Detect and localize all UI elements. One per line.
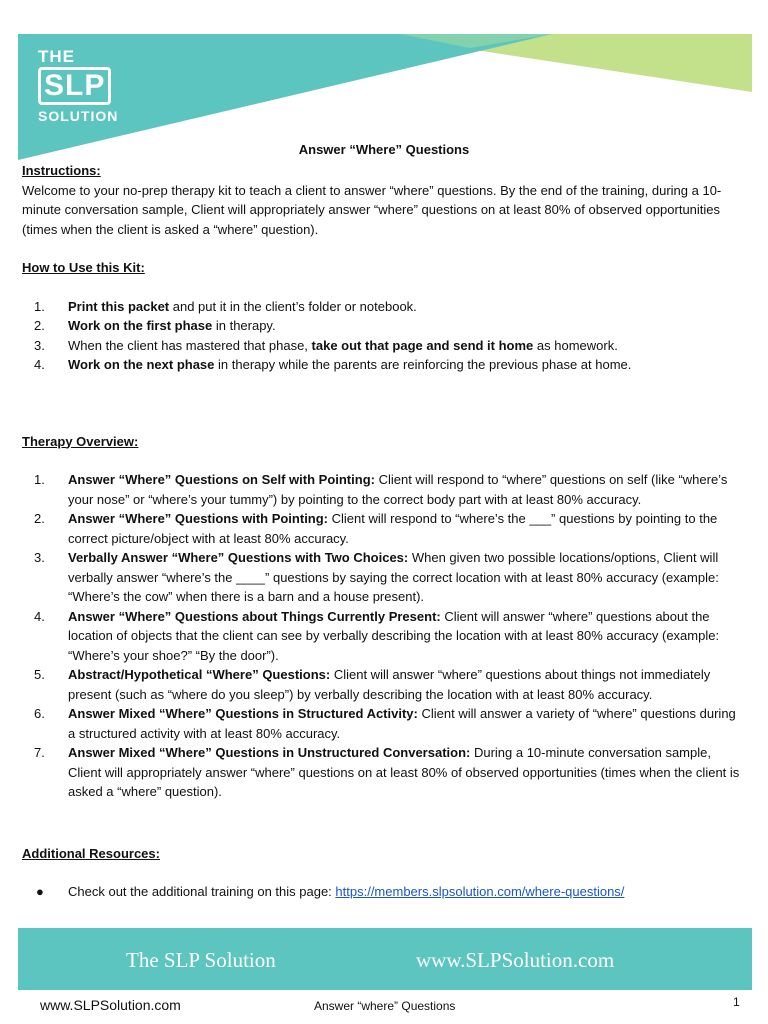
list-item [22, 704, 742, 743]
item-bold: Answer “Where” Questions on Self with Pointing: [68, 472, 375, 487]
item-text: Client will respond to “where’s the ___” questions by pointing to the correct picture/object with at least 80% accuracy. [68, 511, 718, 546]
list-item [22, 743, 742, 802]
where-questions-link[interactable]: https://members.slpsolution.com/where-questions/ [335, 884, 625, 899]
page-footer-website: www.SLPSolution.com [40, 997, 181, 1013]
footer-band [18, 928, 752, 990]
item-text: in therapy. [212, 318, 276, 333]
item-bold: Work on the next phase [68, 357, 215, 372]
list-item [22, 470, 742, 509]
list-item [22, 316, 742, 336]
item-number: 3. [34, 337, 45, 353]
item-text: and put it in the client’s folder or notebook. [169, 298, 417, 314]
resources-text: Check out the additional training on this page: [68, 884, 336, 899]
list-item [22, 355, 742, 375]
item-bold: Answer Mixed “Where” Questions in Structured Activity: [68, 706, 418, 721]
item-bold: take out that page and send it home [311, 337, 534, 353]
item-number: 4. [34, 357, 45, 372]
item-bold: Answer “Where” Questions with Pointing: [68, 511, 329, 526]
list-item [22, 665, 742, 704]
overview-list [22, 470, 742, 802]
bullet-icon: ● [36, 884, 44, 899]
overview-heading: Therapy Overview: [22, 433, 139, 449]
item-bold: Answer “Where” Questions about Things Currently Present: [68, 608, 441, 624]
list-item [22, 509, 742, 548]
item-bold: Abstract/Hypothetical “Where” Questions: [68, 667, 331, 682]
how-to-heading: How to Use this Kit: [22, 260, 145, 275]
item-text: Client will answer a variety of “where” questions during a structured activity with at least 80% accuracy. [68, 706, 736, 741]
item-text: During a 10-minute conversation sample, Client will appropriately answer “where” questions on at least 80% of observed opportunities (times when the client is asked a “where” question). [68, 745, 740, 799]
how-to-list [22, 297, 742, 375]
item-text: Client will answer “where” questions about things not immediately present (such as “where do you sleep”) by verbally describing the location with at least 80% accuracy. [68, 667, 711, 702]
logo-line-slp: SLP [38, 67, 111, 105]
item-text: Client will answer “where” questions about the location of objects that the client can see by verbally describing the location with at least 80% accuracy (example: “Where’s your shoe?” “By the door”). [68, 608, 720, 663]
list-item [22, 607, 742, 666]
item-bold: Verbally Answer “Where” Questions with Two Choices: [68, 550, 409, 565]
footer-website: www.SLPSolution.com [416, 948, 615, 972]
instructions-heading: Instructions: [22, 163, 101, 178]
logo-line-solution: SOLUTION [38, 108, 119, 124]
item-text: Client will respond to “where” questions on self (like “where’s your nose” or “where’s your tummy”) by pointing to the correct body part with at least 80% accuracy. [68, 472, 728, 507]
list-item [22, 882, 742, 902]
page-footer-title: Answer “where” Questions [314, 999, 456, 1013]
instructions-text: Welcome to your no-prep therapy kit to teach a client to answer “where” questions. By the end of the training, during a 10-minute conversation sample, Client will appropriately answer “where” questions on at least 80% of observed opportunities (times when the client is asked a “where” question). [22, 182, 722, 237]
list-item [22, 548, 742, 607]
footer-brand: The SLP Solution [126, 948, 276, 972]
item-number: 2. [34, 318, 45, 333]
item-number: 5. [34, 667, 45, 682]
item-bold: Work on the first phase [68, 318, 213, 333]
resources-heading: Additional Resources: [22, 845, 160, 861]
resources-list [22, 882, 742, 902]
item-number: 1. [34, 472, 45, 487]
list-item [22, 297, 742, 317]
item-bold: Answer Mixed “Where” Questions in Unstructured Conversation: [68, 745, 471, 760]
item-number: 4. [34, 608, 45, 624]
page-number: 1 [733, 995, 740, 1009]
item-number: 3. [34, 550, 45, 565]
logo-line-the: THE [38, 47, 75, 66]
item-number: 1. [34, 298, 45, 314]
document-body [22, 161, 742, 902]
item-number: 7. [34, 745, 45, 760]
document-title: Answer “Where” Questions [298, 142, 470, 157]
item-text: When the client has mastered that phase, [68, 337, 312, 353]
slp-solution-logo [38, 47, 119, 124]
item-text: in therapy while the parents are reinforcing the previous phase at home. [214, 357, 632, 372]
item-number: 2. [34, 511, 45, 526]
item-text: as homework. [533, 337, 618, 353]
item-text: When given two possible locations/options, Client will verbally answer “where’s the ____” questions by saying the correct location with at least 80% accuracy (example: “Where’s the cow” when there is a barn and a house present). [68, 550, 719, 604]
item-bold: Print this packet [68, 298, 170, 314]
item-number: 6. [34, 706, 45, 721]
list-item [22, 336, 742, 356]
